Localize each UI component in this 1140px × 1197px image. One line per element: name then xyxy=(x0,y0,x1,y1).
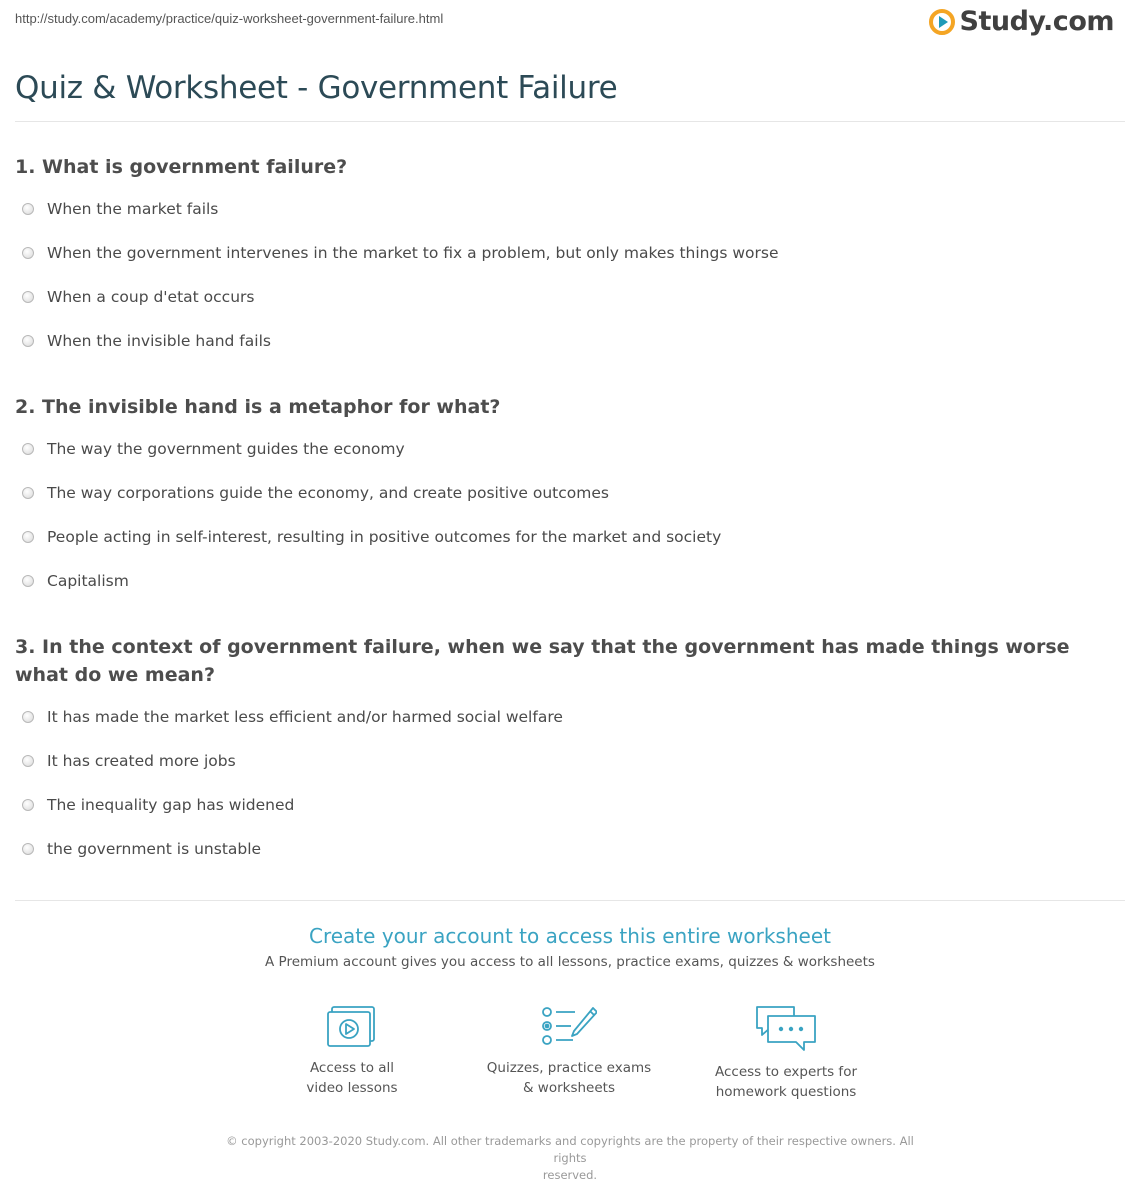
logo-text: Study.com xyxy=(959,6,1114,37)
question-1-option-1[interactable] xyxy=(22,200,218,218)
question-1: 1. What is government failure? xyxy=(15,156,348,178)
feature-label: Access to all xyxy=(309,1060,395,1076)
radio-button[interactable] xyxy=(22,799,34,811)
feature-label: homework questions xyxy=(715,1084,857,1100)
radio-button[interactable] xyxy=(22,291,34,303)
option-label: It has made the market less efficient and/or harmed social welfare xyxy=(47,708,563,726)
feature-label: & worksheets xyxy=(522,1080,615,1096)
radio-button[interactable] xyxy=(22,843,34,855)
page-title: Quiz & Worksheet - Government Failure xyxy=(15,70,618,106)
option-label: When the market fails xyxy=(47,200,219,218)
option-label: When a coup d'etat occurs xyxy=(47,288,255,306)
copyright-notice xyxy=(210,1133,930,1184)
radio-button[interactable] xyxy=(22,335,34,347)
question-3-option-3[interactable] xyxy=(22,796,294,814)
option-label: The way the government guides the economy xyxy=(47,440,405,458)
option-label: People acting in self-interest, resulting in positive outcomes for the market and society xyxy=(47,528,722,546)
option-label: the government is unstable xyxy=(47,840,262,858)
page-url: http://study.com/academy/practice/quiz-worksheet-government-failure.html xyxy=(15,11,444,26)
option-label: Capitalism xyxy=(47,572,129,590)
feature-label: Quizzes, practice exams xyxy=(486,1060,652,1076)
study-logo[interactable] xyxy=(928,6,1114,37)
chat-bubbles-icon xyxy=(754,1004,818,1054)
radio-button[interactable] xyxy=(22,531,34,543)
play-logo-icon xyxy=(928,8,956,36)
option-label: The inequality gap has widened xyxy=(47,796,295,814)
question-2-option-1[interactable] xyxy=(22,440,405,458)
promo-divider xyxy=(15,900,1125,901)
question-1-option-4[interactable] xyxy=(22,332,271,350)
promo-subtitle: A Premium account gives you access to all lessons, practice exams, quizzes & worksheets xyxy=(265,954,875,970)
option-label: When the invisible hand fails xyxy=(47,332,271,350)
feature-quizzes xyxy=(459,1004,679,1098)
radio-button[interactable] xyxy=(22,755,34,767)
copyright-line: © copyright 2003-2020 Study.com. All other trademarks and copyrights are the property of their respective owners. All rights xyxy=(226,1134,914,1165)
question-2-option-3[interactable] xyxy=(22,528,721,546)
radio-button[interactable] xyxy=(22,247,34,259)
question-2: 2. The invisible hand is a metaphor for what? xyxy=(15,396,501,418)
feature-label: Access to experts for xyxy=(714,1064,857,1080)
radio-button[interactable] xyxy=(22,203,34,215)
question-3-option-4[interactable] xyxy=(22,840,261,858)
radio-button[interactable] xyxy=(22,443,34,455)
feature-video-lessons xyxy=(242,1004,462,1098)
question-2-option-2[interactable] xyxy=(22,484,609,502)
question-1-option-2[interactable] xyxy=(22,244,778,262)
question-1-option-3[interactable] xyxy=(22,288,254,306)
quiz-list-icon xyxy=(541,1004,597,1050)
create-account-link[interactable]: Create your account to access this entire worksheet xyxy=(309,924,831,948)
question-3: 3. In the context of government failure, when we say that the government has made things worse what do we mean? xyxy=(15,636,1070,686)
copyright-line: reserved. xyxy=(542,1168,598,1182)
question-2-option-4[interactable] xyxy=(22,572,129,590)
option-label: It has created more jobs xyxy=(47,752,236,770)
feature-label: video lessons xyxy=(306,1080,398,1096)
option-label: The way corporations guide the economy, and create positive outcomes xyxy=(47,484,609,502)
radio-button[interactable] xyxy=(22,575,34,587)
question-3-option-1[interactable] xyxy=(22,708,563,726)
question-3-option-2[interactable] xyxy=(22,752,236,770)
title-divider xyxy=(15,121,1125,122)
video-lesson-icon xyxy=(326,1004,378,1050)
radio-button[interactable] xyxy=(22,487,34,499)
feature-experts xyxy=(676,1004,896,1102)
radio-button[interactable] xyxy=(22,711,34,723)
option-label: When the government intervenes in the market to fix a problem, but only makes things worse xyxy=(47,244,779,262)
